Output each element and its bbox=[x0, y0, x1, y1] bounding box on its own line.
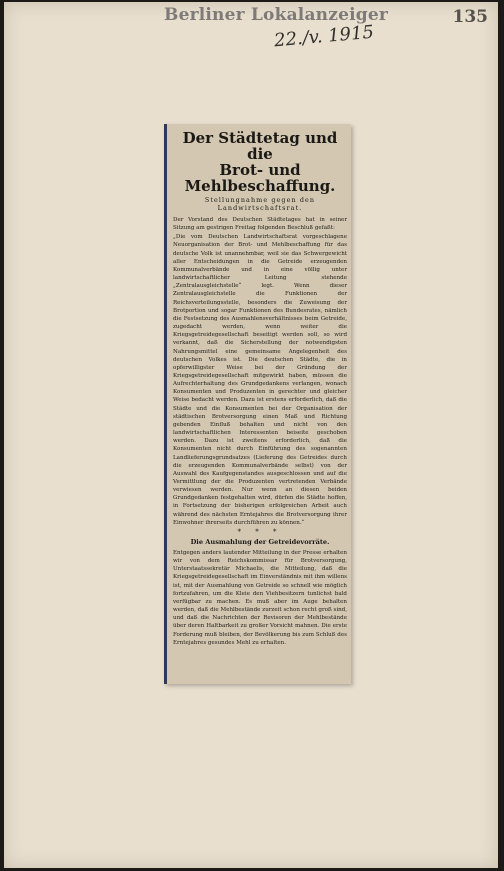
section-title: Die Ausmahlung der Getreidevorräte. bbox=[190, 537, 330, 546]
article-subhead: Stellungnahme gegen den Landwirtschaftsrat. bbox=[204, 196, 316, 212]
newspaper-clipping bbox=[164, 124, 351, 684]
resolution-paragraph: „Die vom Deutschen Landwirtschaftsrat vorgeschlagene Neuorganisation der Brot- und Mehlbeschaffung für das deutsche Volk ist unannehmbar, weil sie das Schwergewicht aller Entscheidungen in die Getreide erzeugenden Kommunalverbände und in eine völlig unter landwirtschaftlicher Leitung stehende „Zentralausgleichstelle“ legt. Wenn dieser Zentralausgleichstelle die Funktionen der Reichsverteilungsstelle, besonders die Zuweisung der Brotportion und sogar Funktionen des Bundesrates, nämlich die Festsetzung des Ausmahlensverhältnisses beim Getreide, zugedacht werden, wenn weiter die Kriegsgetreidegesellschaft beseitigt werden soll, so wird verkannt, daß die Sicherstellung der notwendigsten Nahrungsmittel eine gemeinsame Angelegenheit des deutschen Volkes ist. Die deutschen Städte, die in opferwilligster Weise bei der Gründung der Kriegsgetreidegesellschaft mitgewirkt haben, müssen die Aufrechterhaltung des Grundgedankens verlangen, wonach Konsumenten und Produzenten in gerechter und gleicher Weise bedacht werden. Dazu ist erstens erforderlich, daß die Städte und die Konsumenten bei der Organisation der städtischen Brotversorgung einen Maß und Richtung gebenden Einfluß behalten und nicht von den landwirtschaftlichen Interessenten beiseite geschoben werden. Dazu ist zweitens erforderlich, daß die Konsumenten nicht durch Einführung des sogenannten Landlieferungsgrundsatzes (Lieferung des Getreides durch die erzeugenden Kommunalverbände selbst) von der Auswahl des Kaufgegenstandes ausgeschlossen und auf die Vermittlung der die Produzenten vertretenden Verbände verwiesen werden. Nur wenn an diesen beiden Grundgedanken festgehalten wird, dürfen die Städte hoffen, in Fortsetzung der bisherigen erfolgreichen Arbeit auch während des nächsten Erntejahres die Brotversorgung ihrer Einwohner ihrerseits durchführen zu können.“ bbox=[173, 234, 347, 526]
headline-line-2: Brot- und Mehlbeschaffung. bbox=[184, 161, 336, 195]
page-number: 135 bbox=[452, 7, 488, 27]
article-headline bbox=[173, 130, 347, 194]
intro-paragraph: Der Vorstand des Deutschen Städtetages hat in seiner Sitzung am gestrigen Freitag folgenden Beschluß gefaßt: bbox=[173, 217, 347, 232]
headline-line-1: Der Städtetag und die bbox=[182, 129, 338, 163]
archive-sheet bbox=[4, 2, 498, 868]
section-paragraph: Entgegen anders lautender Mitteilung in der Presse erhalten wir von dem Reichskommissar für Brotversorgung, Unterstaatssekretär Michaelis, die Mitteilung, daß die Kriegsgetreidegesellschaft im Einverständnis mit ihm willens ist, mit der Ausmahlung von Getreide so schnell wie möglich fortzufahren, um die Kleie den Viehbesitzern tunlichst bald verfügbar zu machen. Es muß aber im Auge behalten werden, daß die Mehlbestände zurzeit schon recht groß sind, und daß die Nachrichten der Revisoren der Mehlbestände über deren Haltbarkeit zu großer Vorsicht mahnen. Die erste Forderung muß bleiben, der Bevölkerung bis zum Schluß des Erntejahres gesundes Mehl zu erhalten. bbox=[173, 549, 347, 646]
handwritten-date: 22./v. 1915 bbox=[273, 21, 375, 52]
masthead-stamp: Berliner Lokalanzeiger bbox=[164, 5, 389, 25]
section-divider-stars: * * * bbox=[237, 527, 283, 536]
